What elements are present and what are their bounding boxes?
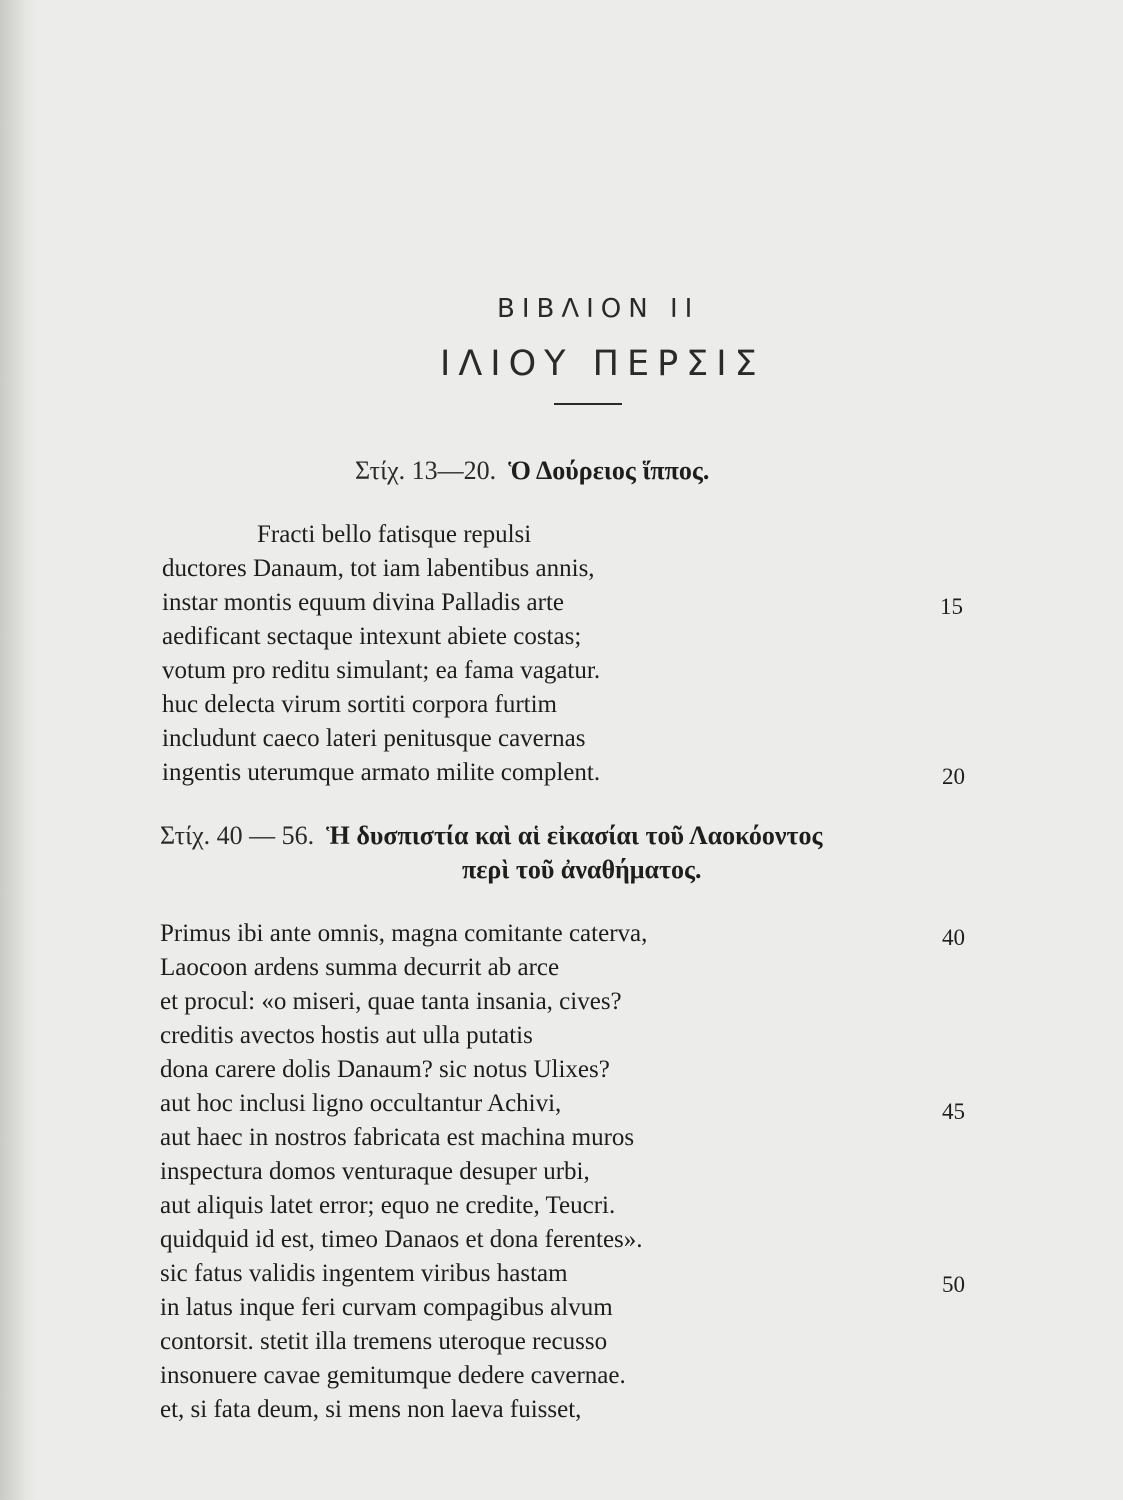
verse-line: et procul: «o miseri, quae tanta insania, cives?: [160, 988, 622, 1015]
section-1-ref: Στίχ. 13—20.: [355, 456, 497, 485]
verse-line: aedificant sectaque intexunt abiete costas;: [162, 623, 582, 650]
verse-line: aut aliquis latet error; equo ne credite, Teucri.: [160, 1192, 616, 1219]
verse-line: ingentis uterumque armato milite complent.: [162, 759, 601, 786]
verse-line: aut haec in nostros fabricata est machina muros: [160, 1124, 635, 1151]
line-number: 50: [942, 1272, 965, 1297]
verse-line: quidquid id est, timeo Danaos et dona ferentes».: [160, 1226, 643, 1253]
verse-line: Primus ibi ante omnis, magna comitante caterva,: [160, 920, 648, 947]
verse-line: aut hoc inclusi ligno occultantur Achivi,: [160, 1090, 562, 1117]
line-number: 40: [942, 925, 965, 950]
section-2-heading: [160, 821, 822, 851]
verse-line: dona carere dolis Danaum? sic notus Ulixes?: [160, 1056, 610, 1083]
section-1-title: Ὁ Δούρειος ἵππος.: [508, 456, 710, 485]
verse-line: huc delecta virum sortiti corpora furtim: [162, 691, 558, 718]
line-number: 45: [942, 1099, 965, 1124]
verse-line: sic fatus validis ingentem viribus hastam: [160, 1260, 568, 1287]
book-label: ΒΙΒΛΙΟΝ ΙΙ: [497, 294, 700, 324]
verse-line: includunt caeco lateri penitusque cavernas: [162, 725, 586, 752]
verse-line: inspectura domos venturaque desuper urbi,: [160, 1158, 590, 1185]
section-1-verses: [162, 518, 600, 790]
verse-line: in latus inque feri curvam compagibus alvum: [160, 1294, 613, 1321]
verse-line: instar montis equum divina Palladis arte: [162, 589, 565, 616]
section-2-ref: Στίχ. 40 — 56.: [160, 821, 315, 850]
page-gutter-shadow: [0, 0, 38, 1500]
section-1-heading: [355, 456, 709, 486]
section-2-title-continued: περὶ τοῦ ἀναθήματος.: [462, 855, 702, 884]
verse-line: Laocoon ardens summa decurrit ab arce: [160, 954, 560, 981]
verse-line: votum pro reditu simulant; ea fama vagatur.: [162, 657, 601, 684]
verse-line: Fracti bello fatisque repulsi: [257, 521, 532, 548]
section-2-title: Ἡ δυσπιστία καὶ αἱ εἰκασίαι τοῦ Λαοκόοντος: [326, 821, 823, 850]
section-2-verses: [160, 917, 647, 1427]
verse-line: ductores Danaum, tot iam labentibus annis,: [162, 555, 595, 582]
verse-line: et, si fata deum, si mens non laeva fuisset,: [160, 1396, 582, 1423]
line-number: 20: [942, 764, 965, 789]
book-title: ΙΛΙΟΥ ΠΕΡΣΙΣ: [440, 344, 765, 384]
verse-line: creditis avectos hostis aut ulla putatis: [160, 1022, 533, 1049]
line-number: 15: [940, 594, 963, 619]
verse-line: contorsit. stetit illa tremens uteroque recusso: [160, 1328, 608, 1355]
verse-line: insonuere cavae gemitumque dedere cavernae.: [160, 1362, 626, 1389]
title-rule: [554, 403, 622, 405]
